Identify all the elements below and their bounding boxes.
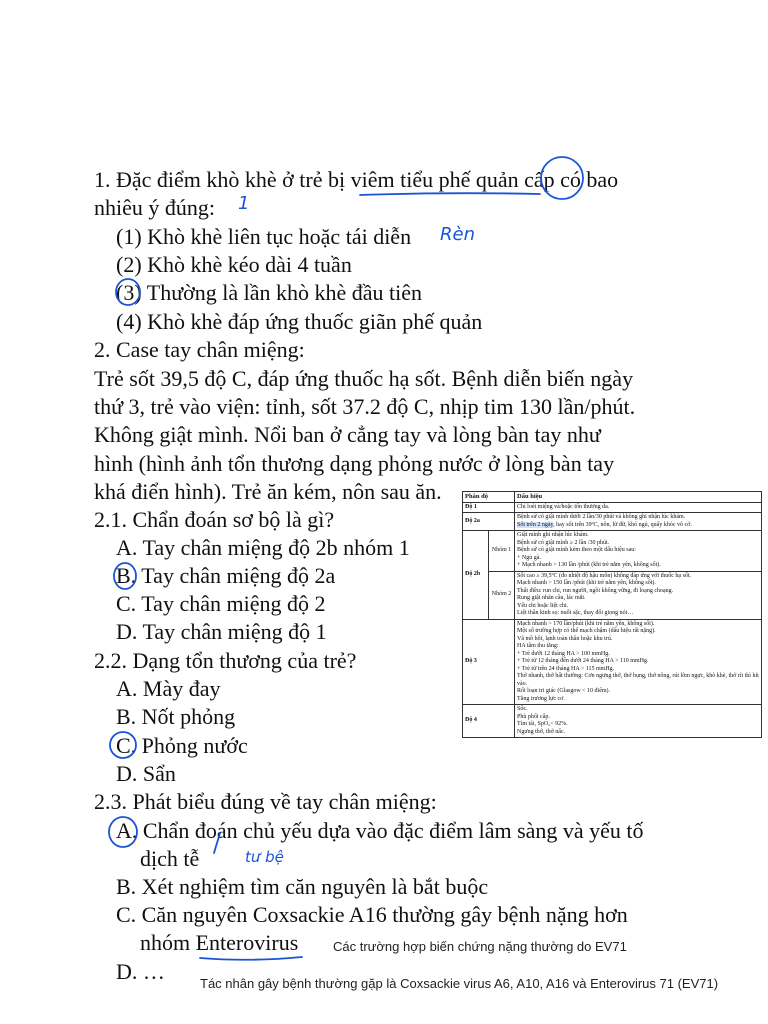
table-sign: Giật mình ghi nhận lúc khám.	[517, 532, 589, 538]
table-sign: Ngưng thở, thở nấc.	[517, 728, 566, 735]
table-sign: + Mạch nhanh > 130 lần /phút (khi trẻ nằm yên, không sốt).	[517, 562, 661, 568]
table-sign: Rối loạn tri giác (Glasgow < 10 điểm).	[517, 688, 611, 694]
q23-option-a-line-2: dịch tễ	[140, 846, 200, 871]
q21-title: 2.1. Chẩn đoán sơ bộ là gì?	[94, 507, 335, 532]
q1-stem-line-1: 1. Đặc điểm khò khè ở trẻ bị viêm tiểu phế quản cấp có bao	[94, 167, 619, 192]
q2-case-line-3: Không giật mình. Nổi ban ở cẳng tay và lòng bàn tay như	[94, 422, 601, 447]
hfmd-grading-table	[462, 491, 762, 738]
table-sign: Rung giật nhãn cầu, lác mắt.	[517, 595, 586, 601]
table-sign: Sốc.	[517, 706, 528, 712]
q23-title: 2.3. Phát biểu đúng về tay chân miệng:	[94, 789, 437, 814]
grade-2b-group-2-label: Nhóm 2	[489, 571, 515, 619]
q22-title: 2.2. Dạng tổn thương của trẻ?	[94, 648, 357, 673]
q23-option-c-line-1: C. Căn nguyên Coxsackie A16 thường gây bệnh nặng hơn	[116, 902, 628, 927]
q1-option-1: (1) Khò khè liên tục hoặc tái diễn	[116, 224, 412, 249]
grade-2b-label: Độ 2b	[463, 531, 489, 620]
q2-case-line-2: thứ 3, trẻ vào viện: tỉnh, sốt 37.2 độ C, nhịp tim 130 lần/phút.	[94, 394, 636, 419]
handwritten-count: 1	[238, 193, 250, 214]
q23-option-a-line-1: A. Chẩn đoán chủ yếu dựa vào đặc điểm lâm sàng và yếu tố	[116, 818, 644, 843]
q22-option-b: B. Nốt phỏng	[116, 704, 236, 729]
handwritten-note-option1: Rèn	[440, 224, 475, 245]
table-sign: Thở nhanh, thở bất thường: Cơn ngưng thở, thở bụng, thở nông, rút lõm ngực, khò khè, thở rít thì hít vào.	[517, 673, 759, 687]
note-agents: Tác nhân gây bệnh thường gặp là Coxsackie virus A6, A10, A16 và Enterovirus 71 (EV71)	[200, 976, 719, 991]
q21-option-a: A. Tay chân miệng độ 2b nhóm 1	[116, 535, 410, 560]
q21-option-b: B. Tay chân miệng độ 2a	[116, 563, 336, 588]
q1-option-2: (2) Khò khè kéo dài 4 tuần	[116, 252, 352, 277]
table-sign: Mạch nhanh > 170 lần/phút (khi trẻ nằm yên, không sốt).	[517, 620, 655, 627]
table-sign: Tím tái, SpO₂< 92%.	[517, 721, 568, 727]
table-sign: + Trẻ từ trên 24 tháng HA > 115 mmHg.	[517, 665, 615, 672]
table-header-row	[463, 492, 762, 503]
table-sign: Bệnh sử có giật mình ≥ 2 lần /30 phút.	[517, 539, 610, 546]
table-sign: Mạch nhanh > 150 lần /phút (khi trẻ nằm yên, không sốt).	[517, 580, 656, 586]
q1-stem-line-2: nhiêu ý đúng:	[94, 195, 215, 220]
grade-2b-group-1-signs	[515, 531, 762, 572]
grade-1-signs: Chỉ loét miệng và/hoặc tổn thương da.	[515, 502, 762, 513]
table-header-grade: Phân độ	[463, 492, 515, 503]
table-sign: Phù phổi cấp.	[517, 713, 550, 720]
table-sign: Thất điều: run chi, run người, ngồi không vững, đi loạng choạng.	[517, 587, 674, 594]
table-sign: Yếu chi hoặc liệt chi.	[517, 602, 569, 609]
grade-4-signs	[515, 705, 762, 738]
grade-2a-label: Độ 2a	[463, 513, 515, 531]
q2-case-line-4: hình (hình ảnh tổn thương dạng phỏng nước ở lòng bàn tay	[94, 451, 615, 476]
table-sign: Vã mồ hôi, lạnh toàn thân hoặc khu trú.	[517, 635, 613, 642]
table-sign: Sốt cao ≥ 39,5ºC (đo nhiệt độ hậu môn) không đáp ứng với thuốc hạ sốt.	[517, 572, 692, 579]
q2-case-line-5: khá điển hình). Trẻ ăn kém, nôn sau ăn.	[94, 479, 442, 504]
q21-option-d: D. Tay chân miệng độ 1	[116, 619, 327, 644]
table-row	[463, 531, 762, 572]
note-ev71: Các trường hợp biến chứng nặng thường do EV71	[333, 939, 627, 954]
table-sign: + Ngủ gà.	[517, 554, 541, 561]
table-sign: Bệnh sử có giật mình kèm theo một dấu hiệu sau:	[517, 547, 636, 553]
q1-option-3: (3) Thường là lần khò khè đầu tiên	[116, 280, 423, 305]
q23-option-d: D. …	[116, 959, 165, 984]
table-sign: Một số trường hợp có thể mạch chậm (dấu hiệu rất nặng).	[517, 628, 656, 634]
table-sign: Tăng trương lực cơ.	[517, 695, 565, 702]
q21-option-c: C. Tay chân miệng độ 2	[116, 591, 326, 616]
table-row	[463, 502, 762, 513]
q2-case-line-1: Trẻ sốt 39,5 độ C, đáp ứng thuốc hạ sốt. Bệnh diễn biến ngày	[94, 366, 634, 391]
grade-3-label: Độ 3	[463, 619, 515, 705]
underline-enterovirus	[200, 957, 302, 960]
grade-1-label: Độ 1	[463, 502, 515, 513]
handwritten-note-q23a: tư bệ	[245, 848, 284, 866]
grade-2a-sign-1: Bệnh sử có giật mình dưới 2 lần/30 phút và không ghi nhận lúc khám.	[517, 514, 686, 520]
table-sign: + Trẻ từ 12 tháng đến dưới 24 tháng HA > 110 mmHg.	[517, 658, 649, 664]
table-row	[463, 619, 762, 705]
grade-4-label: Độ 4	[463, 705, 515, 738]
grade-2b-group-2-signs	[515, 571, 762, 619]
table-sign: + Trẻ dưới 12 tháng HA > 100 mmHg.	[517, 650, 610, 657]
table-sign: Liệt thần kinh sọ: nuốt sặc, thay đổi giọng nói…	[517, 610, 634, 616]
q22-option-d: D. Sẩn	[116, 761, 176, 786]
q22-option-a: A. Mày đay	[116, 676, 221, 701]
q23-option-b: B. Xét nghiệm tìm căn nguyên là bắt buộc	[116, 874, 489, 899]
q23-option-c-line-2: nhóm Enterovirus	[140, 930, 299, 955]
grade-2a-sign-2: , hay sốt trên 39ºC, nôn, lừ đừ, khó ngủ, quấy khóc vô cớ.	[553, 521, 692, 528]
q22-option-c: C. Phỏng nước	[116, 733, 248, 758]
grade-2b-group-1-label: Nhóm 1	[489, 531, 515, 572]
grade-2a-signs	[515, 513, 762, 531]
table-header-signs: Dấu hiệu	[515, 492, 762, 503]
grade-2a-sign-highlight: Sốt trên 2 ngày	[517, 521, 554, 528]
table-row	[463, 571, 762, 619]
q2-title: 2. Case tay chân miệng:	[94, 337, 305, 362]
grade-3-signs	[515, 619, 762, 705]
table-sign: HA tâm thu tăng:	[517, 643, 559, 649]
q1-option-4: (4) Khò khè đáp ứng thuốc giãn phế quản	[116, 309, 483, 334]
table-row	[463, 513, 762, 531]
table-row	[463, 705, 762, 738]
